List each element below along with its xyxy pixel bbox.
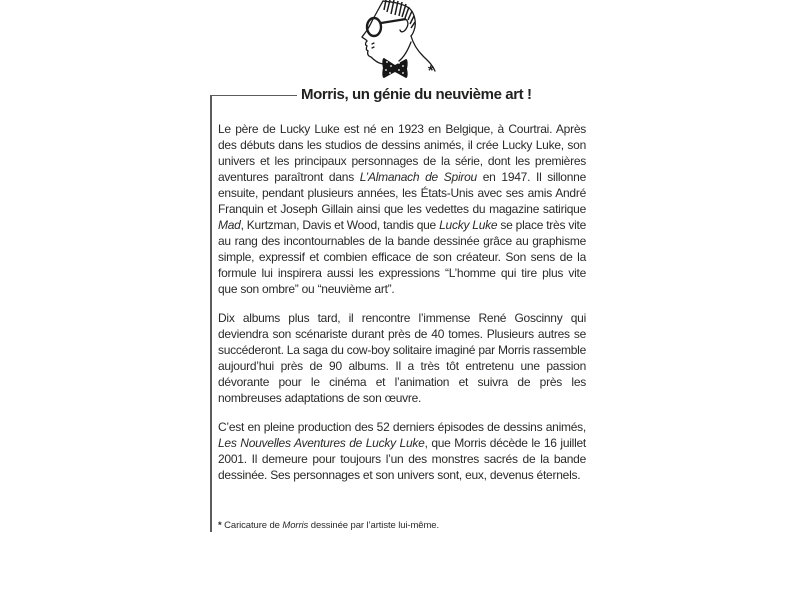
text-run: Morris xyxy=(282,520,309,531)
text-run: , Kurtzman, Davis et Wood, tandis que xyxy=(240,218,440,232)
caricature-asterisk-marker: * xyxy=(428,62,434,78)
text-run: Le père de Lucky Luke est né en 1923 en Belgique, à Courtrai. Après des débuts dans les studios de dessins animés, il crée Lucky Luke, son univers et les principaux personnages de la série, dont les premières aventures paraîtront dans xyxy=(218,122,586,184)
text-run: Dix albums plus tard, il rencontre l’immense René Goscinny qui deviendra son scénariste durant près de 40 tomes. Plusieurs autres se succéderont. La saga du cow-boy solitaire imaginé par Morris rassemble aujourd’hui près de 90 albums. Il a très tôt entretenu une passion dévorante pour le cinéma et l’animation et suivra de près les nombreuses adaptations de son œuvre. xyxy=(218,311,587,405)
text-run: dessinée par l’artiste lui-même. xyxy=(308,520,440,531)
text-run: se place très vite au rang des incontournables de la bande dessinée grâce au graphisme simple, expressif et combien efficace de son créateur. Son sens de la formule lui inspirera aussi les expressions “L’homme qui tire plus vite que son ombre” ou “neuvième art”. xyxy=(218,218,586,296)
text-run: Caricature de xyxy=(224,520,283,531)
text-run: C’est en pleine production des 52 derniers épisodes de dessins animés, xyxy=(218,420,586,434)
left-bracket-rule xyxy=(210,95,212,532)
page-title: Morris, un génie du neuvième art ! xyxy=(301,86,532,103)
text-run: Lucky Luke xyxy=(439,218,498,232)
text-run: * xyxy=(218,520,225,531)
morris-caricature-illustration xyxy=(350,0,442,92)
text-run: Les Nouvelles Aventures de Lucky Luke xyxy=(218,436,425,450)
paragraph xyxy=(218,419,586,483)
article-body xyxy=(218,121,586,496)
bow-tie xyxy=(382,58,407,78)
title-leader-line xyxy=(211,95,297,96)
text-run: en 1947. Il sillonne ensuite, pendant plusieurs années, les États-Unis avec ses amis André Franquin et Joseph Gillain ainsi que les vedettes du magazine satirique xyxy=(218,170,586,216)
text-run: L’Almanach de Spirou xyxy=(359,170,477,184)
paragraph xyxy=(218,310,586,406)
footnote xyxy=(218,520,598,531)
paragraph xyxy=(218,121,586,297)
text-run: Mad xyxy=(218,218,241,232)
text-run: , que Morris décède le 16 juillet 2001. Il demeure pour toujours l’un des monstres sacrés de la bande dessinée. Ses personnages et son univers sont, eux, devenus éternels. xyxy=(218,436,587,482)
